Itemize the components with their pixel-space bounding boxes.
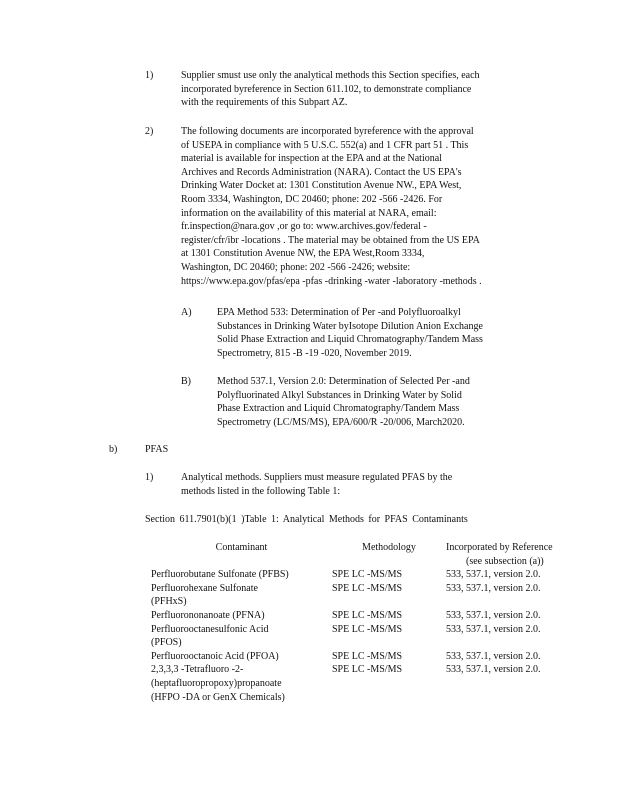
sub-b-paragraph bbox=[217, 375, 517, 429]
sub-b-line: Phase Extraction and Liquid Chromatography/Tandem Mass bbox=[217, 403, 460, 415]
cell-reference: 533, 537.1, version 2.0. bbox=[446, 623, 541, 635]
cell-reference: 533, 537.1, version 2.0. bbox=[446, 582, 541, 594]
item-1-paragraph bbox=[181, 69, 534, 110]
contaminant-line: (heptafluoropropoxy)propanoate bbox=[151, 677, 282, 689]
item-2-line: Washington, DC 20460; phone: 202 -566 -2426; website: bbox=[181, 261, 411, 273]
sub-a-line: Substances in Drinking Water byIsotope Dilution Anion Exchange bbox=[217, 320, 483, 332]
item-1-line: Supplier smust use only the analytical methods this Section specifies, each bbox=[181, 70, 480, 81]
cell-reference: 533, 537.1, version 2.0. bbox=[446, 569, 541, 581]
item-2-line: material is available for inspection at the EPA and at the National bbox=[181, 153, 442, 165]
cell-methodology: SPE LC -MS/MS bbox=[332, 582, 403, 594]
cell-contaminant bbox=[151, 609, 332, 623]
contaminant-line: Perfluorohexane Sulfonate bbox=[151, 582, 258, 594]
cell-reference: 533, 537.1, version 2.0. bbox=[446, 650, 541, 662]
cell-contaminant bbox=[151, 623, 332, 650]
item-1-marker: 1) bbox=[145, 70, 154, 81]
section-b-marker: b) bbox=[109, 444, 118, 455]
header-contaminant: Contaminant bbox=[215, 542, 268, 553]
contaminant-line: (PFOS) bbox=[151, 637, 182, 649]
cell-methodology: SPE LC -MS/MS bbox=[332, 569, 403, 581]
item-2-paragraph bbox=[181, 125, 534, 288]
sub-b-line: Spectrometry (LC/MS/MS), EPA/600/R -20/006, March2020. bbox=[217, 416, 465, 428]
item-2-line: The following documents are incorporated byreference with the approval bbox=[181, 126, 474, 137]
cell-methodology: SPE LC -MS/MS bbox=[332, 650, 403, 662]
sub-b-marker: B) bbox=[181, 376, 191, 387]
cell-contaminant bbox=[151, 663, 332, 704]
item-2-line: information on the availability of this material at NARA, email: bbox=[181, 207, 437, 219]
table-row bbox=[151, 650, 571, 664]
item-b1-paragraph bbox=[181, 471, 507, 498]
item-b1-line: methods listed in the following Table 1: bbox=[181, 485, 341, 497]
table-header-row bbox=[151, 541, 571, 568]
header-reference bbox=[446, 541, 571, 568]
sub-b-line: Method 537.1, Version 2.0: Determination of Selected Per -and bbox=[217, 376, 470, 387]
header-methodology: Methodology bbox=[362, 542, 416, 553]
sub-a-line: Spectrometry, 815 -B -19 -020, November 2019. bbox=[217, 347, 412, 359]
pfas-methods-table bbox=[151, 541, 571, 704]
item-2-line: at 1301 Constitution Avenue NW, the EPA West,Room 3334, bbox=[181, 248, 425, 260]
cell-reference: 533, 537.1, version 2.0. bbox=[446, 609, 541, 621]
table-row bbox=[151, 623, 571, 650]
contaminant-line: Perfluorononanoate (PFNA) bbox=[151, 609, 265, 621]
table-row bbox=[151, 663, 571, 704]
contaminant-line: Perfluorooctanoic Acid (PFOA) bbox=[151, 650, 279, 662]
table-caption: Section 611.7901(b)(1 )Table 1: Analytical Methods for PFAS Contaminants bbox=[145, 514, 468, 525]
item-1-line: with the requirements of this Subpart AZ. bbox=[181, 97, 348, 109]
table-row bbox=[151, 568, 571, 582]
item-2-marker: 2) bbox=[145, 126, 154, 137]
cell-reference: 533, 537.1, version 2.0. bbox=[446, 664, 541, 676]
header-reference-line1: Incorporated by Reference bbox=[446, 542, 553, 553]
contaminant-line: (HFPO -DA or GenX Chemicals) bbox=[151, 691, 285, 703]
sub-a-paragraph bbox=[217, 306, 532, 360]
item-b1-marker: 1) bbox=[145, 472, 154, 483]
contaminant-line: Perfluorooctanesulfonic Acid bbox=[151, 623, 269, 635]
item-2-line: Drinking Water Docket at: 1301 Constitution Avenue NW., EPA West, bbox=[181, 180, 462, 192]
cell-methodology: SPE LC -MS/MS bbox=[332, 609, 403, 621]
cell-contaminant bbox=[151, 582, 332, 609]
sub-a-marker: A) bbox=[181, 307, 192, 318]
sub-a-line: Solid Phase Extraction and Liquid Chromatography/Tandem Mass bbox=[217, 334, 483, 346]
contaminant-line: 2,3,3,3 -Tetrafluoro -2- bbox=[151, 664, 244, 676]
table-row bbox=[151, 582, 571, 609]
section-b-heading: PFAS bbox=[145, 444, 169, 455]
header-reference-line2: (see subsection (a)) bbox=[466, 555, 544, 567]
item-2-line: Room 3334, Washington, DC 20460; phone: 202 -566 -2426. For bbox=[181, 193, 443, 205]
item-2-line: of USEPA in compliance with 5 U.S.C. 552(a) and 1 CFR part 51 . This bbox=[181, 139, 469, 151]
cell-contaminant bbox=[151, 568, 332, 582]
item-b1-line: Analytical methods. Suppliers must measure regulated PFAS by the bbox=[181, 472, 453, 483]
table-row bbox=[151, 609, 571, 623]
item-1-line: incorporated byreference in Section 611.102, to demonstrate compliance bbox=[181, 83, 472, 95]
cell-methodology: SPE LC -MS/MS bbox=[332, 664, 403, 676]
cell-contaminant bbox=[151, 650, 332, 664]
contaminant-line: (PFHxS) bbox=[151, 596, 187, 608]
item-2-line: register/cfr/ibr -locations . The material may be obtained from the US EPA bbox=[181, 234, 480, 246]
cell-methodology: SPE LC -MS/MS bbox=[332, 623, 403, 635]
item-2-line: fr.inspection@nara.gov ,or go to: www.archives.gov/federal - bbox=[181, 221, 427, 233]
sub-b-line: Polyfluorinated Alkyl Substances in Drinking Water by Solid bbox=[217, 389, 462, 401]
sub-a-line: EPA Method 533: Determination of Per -and Polyfluoroalkyl bbox=[217, 307, 461, 318]
contaminant-line: Perfluorobutane Sulfonate (PFBS) bbox=[151, 569, 289, 581]
item-2-line: Archives and Records Administration (NARA). Contact the US EPA's bbox=[181, 166, 462, 178]
item-2-line: https://www.epa.gov/pfas/epa -pfas -drinking -water -laboratory -methods . bbox=[181, 275, 482, 287]
